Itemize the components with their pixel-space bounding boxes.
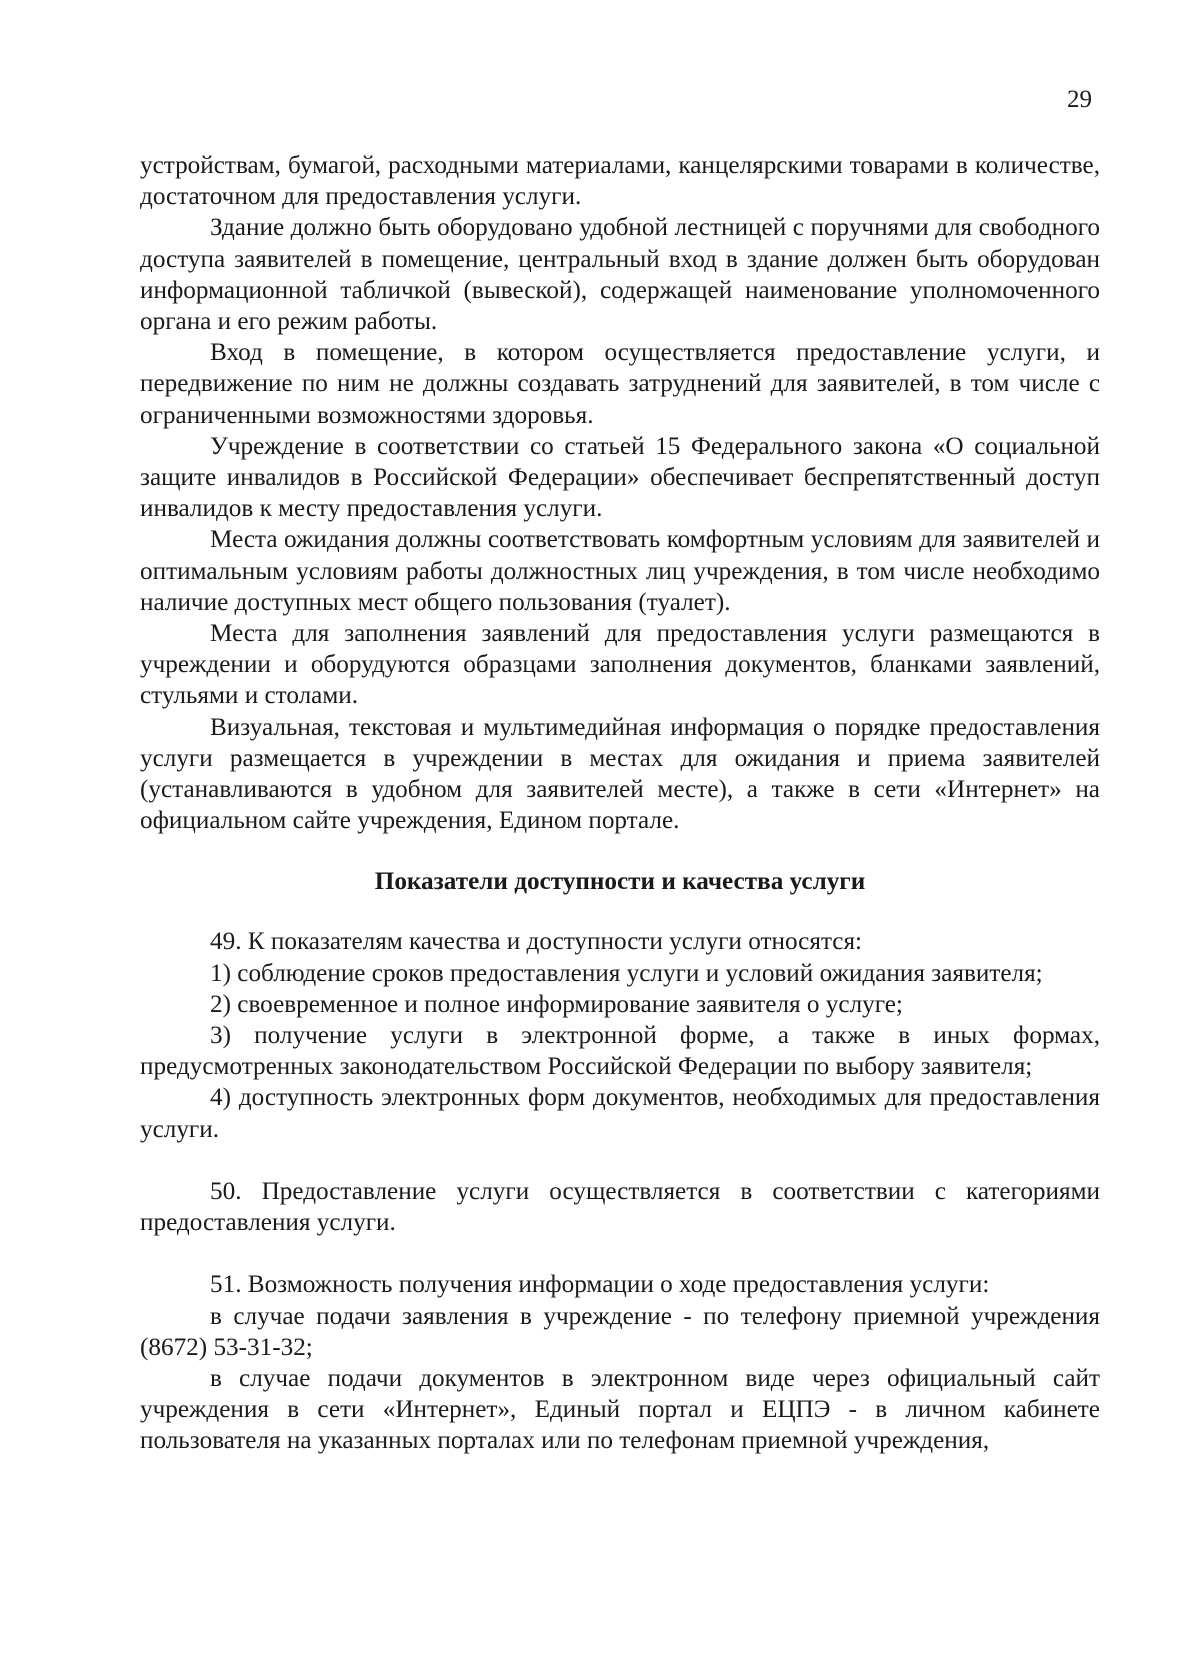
list-item: 2) своевременное и полное информирование заявителя о услуге;: [210, 990, 903, 1018]
list-item: 3) получение услуги в электронной форме, а также в иных формах, предусмотренных законодательством Российской Федерации по выбору заявителя;: [140, 1022, 1100, 1081]
list-item: 1) соблюдение сроков предоставления услуги и условий ожидания заявителя;: [210, 959, 1043, 987]
paragraph: Места ожидания должны соответствовать комфортным условиям для заявителей и оптимальным условиям работы должностных лиц учреждения, в том числе необходимо наличие доступных мест общего пользования (туалет).: [140, 526, 1100, 616]
paragraph: устройствам, бумагой, расходными материалами, канцелярскими товарами в количестве, достаточном для предоставления услуги.: [140, 152, 1100, 211]
list-item: в случае подачи документов в электронном виде через официальный сайт учреждения в сети «Интернет», Единый портал и ЕЦПЭ - в личном кабинете пользователя на указанных порталах или по телефонам приемной учреждения,: [140, 1364, 1100, 1455]
paragraph: Места для заполнения заявлений для предоставления услуги размещаются в учреждении и оборудуются образцами заполнения документов, бланками заявлений, стульями и столами.: [140, 620, 1100, 710]
paragraph: Учреждение в соответствии со статьей 15 Федерального закона «О социальной защите инвалидов в Российской Федерации» обеспечивает беспрепятственный доступ инвалидов к месту предоставления услуги.: [140, 432, 1100, 523]
item-50: 50. Предоставление услуги осуществляется в соответствии с категориями предоставления услуги.: [140, 1177, 1100, 1237]
paragraph: Здание должно быть оборудовано удобной лестницей с поручнями для свободного доступа заявителей в помещение, центральный вход в здание должен быть оборудован информационной табличкой (вывеской), содержащей наименование уполномоченного органа и его режим работы.: [140, 214, 1100, 336]
paragraph: Вход в помещение, в котором осуществляется предоставление услуги, и передвижение по ним не должны создавать затруднений для заявителей, в том числе с ограниченными возможностями здоровья.: [140, 339, 1100, 429]
item-51-intro: 51. Возможность получения информации о ходе предоставления услуги:: [210, 1271, 990, 1299]
document-body: [140, 150, 1100, 1457]
paragraph: Визуальная, текстовая и мультимедийная информация о порядке предоставления услуги размещается в учреждении в местах для ожидания и приема заявителей (устанавливаются в удобном для заявителей месте), а также в сети «Интернет» на официальном сайте учреждения, Едином портале.: [140, 713, 1100, 835]
item-49-intro: 49. К показателям качества и доступности услуги относятся:: [210, 928, 863, 956]
page-number: 29: [1067, 86, 1092, 113]
section-heading: Показатели доступности и качества услуги: [374, 868, 866, 896]
list-item: в случае подачи заявления в учреждение - по телефону приемной учреждения (8672) 53-31-32;: [140, 1302, 1100, 1361]
list-item: 4) доступность электронных форм документов, необходимых для предоставления услуги.: [140, 1084, 1100, 1143]
